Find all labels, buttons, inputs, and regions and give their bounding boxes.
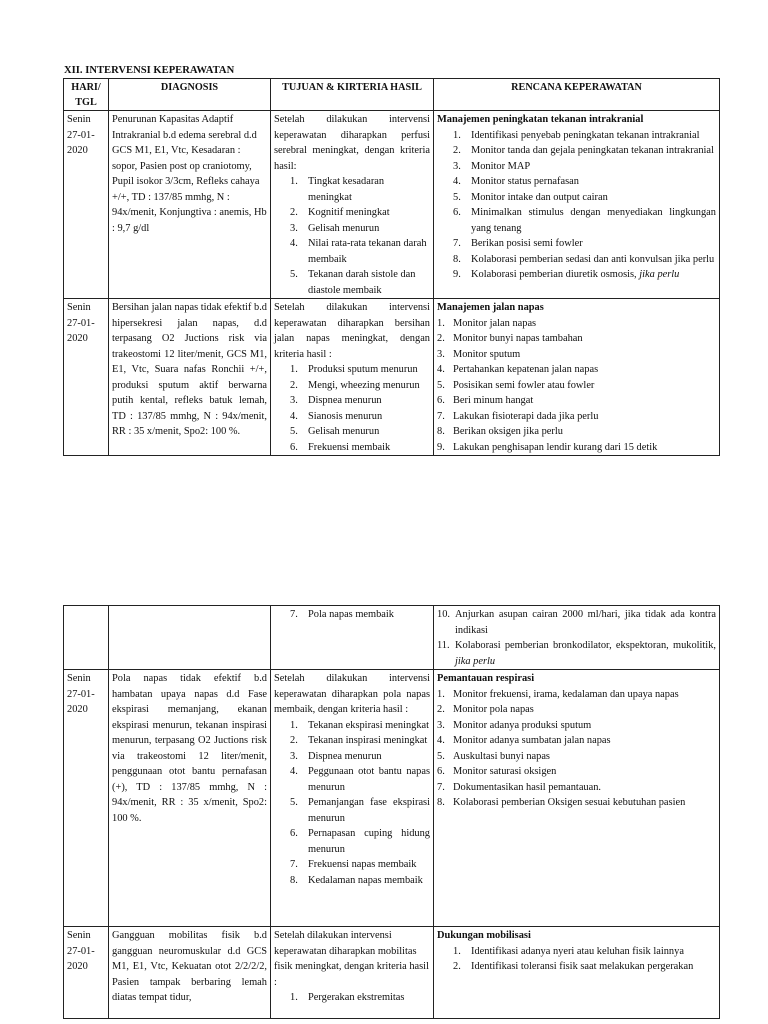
list-item: 8. Kolaborasi pemberian sedasi dan anti konvulsan jika perlu [453,253,715,265]
kriteria-list [274,990,430,1006]
list-item: 5. Pemanjangan fase ekspirasi menurun [290,797,430,824]
list-item: 7. Pola napas membaik [290,609,394,620]
list-item: 1. Pergerakan ekstremitas [290,992,405,1003]
list-item: 5. Monitor intake dan output cairan [453,191,608,203]
header-rencana: RENCANA KEPERAWATAN [434,79,720,111]
list-item: 1. Identifikasi adanya nyeri atau keluhan fisik lainnya [453,945,684,957]
list-item: 6. Frekuensi membaik [290,441,391,453]
kriteria-list [274,362,430,455]
row-diagnosis: Bersihan jalan napas tidak efektif b.d hipersekresi jalan napas, d.d terpasang O2 Juctions risk via trakeostomi 12 liter/menit, GCS M1, E1, Vtc, Suara nafas Ronchii +/+, produksi sputum aktif berwarna putih kental, refleks batuk lemah, TD : 137/85 mmhg, N : 94x/menit, RR : 35 x/menit, Spo2: 100 %. [109,299,271,456]
list-item: 9. Kolaborasi pemberian diuretik osmosis, jika perlu [453,269,680,280]
list-item: 1. Tekanan ekspirasi meningkat [290,719,430,731]
rencana-list [437,128,716,283]
list-item: 1. Identifikasi penyebab peningkatan tekanan intrakranial [453,129,700,141]
row-rencana [434,606,720,670]
row-diagnosis-empty [109,606,271,670]
kriteria-list [274,718,430,889]
row-tujuan [271,670,434,927]
table-row [64,606,720,670]
row-rencana [434,111,720,299]
list-item: 11. Kolaborasi pemberian bronkodilator, ekspektoran, mukolitik, jika perlu [437,640,716,667]
list-item: 6. Pernapasan cuping hidung menurun [290,828,430,855]
list-item: 4. Sianosis menurun [290,410,383,422]
list-item: 7. Frekuensi napas membaik [290,859,417,870]
table-row [64,111,720,299]
row-rencana [434,670,720,927]
list-item: 5. Auskultasi bunyi napas [437,750,550,762]
row-tujuan [271,299,434,456]
list-item: 3. Gelisah menurun [290,222,380,234]
row-date-empty [64,606,109,670]
header-hari-tgl: HARI/ TGL [64,79,109,111]
list-item: 4. Monitor adanya sumbatan jalan napas [437,735,611,746]
rencana-title: Manajemen peningkatan tekanan intrakranial [437,114,644,125]
header-diagnosis: DIAGNOSIS [109,79,271,111]
kriteria-list [274,174,430,298]
list-item: 3. Monitor adanya produksi sputum [437,719,592,731]
list-item: 1. Tingkat kesadaran meningkat [290,176,385,203]
row-tujuan [271,927,434,1019]
list-item: 4. Peggunaan otot bantu napas menurun [290,766,430,793]
list-item: 5. Posisikan semi fowler atau fowler [437,379,595,391]
list-item: 2. Identifikasi toleransi fisik saat melakukan pergerakan [453,961,694,972]
list-item: 3. Monitor MAP [453,160,531,172]
table-header-row [64,79,720,111]
section-title: XII. INTERVENSI KEPERAWATAN [64,65,235,76]
rencana-list [437,316,716,456]
tujuan-intro: Setelah dilakukan intervensi keperawatan diharapkan bersihan jalan napas meningkat, dengan kriteria hasil : [274,302,430,360]
kriteria-list [274,607,430,623]
list-item: 1. Monitor frekuensi, irama, kedalaman dan upaya napas [437,688,679,700]
list-item: 4. Nilai rata-rata tekanan darah membaik [290,238,427,265]
tujuan-intro: Setelah dilakukan intervensi keperawatan diharapkan perfusi serebral meningkat, dengan kriteria hasil: [274,114,430,172]
list-item: 2. Monitor pola napas [437,704,534,715]
row-date: Senin 27-01-2020 [64,111,109,299]
list-item: 2. Monitor bunyi napas tambahan [437,333,583,344]
intervention-table-continued [63,605,720,1019]
table-row [64,670,720,927]
list-item: 7. Lakukan fisioterapi dada jika perlu [437,410,599,422]
list-item: 3. Dispnea menurun [290,750,382,762]
row-date: Senin 27-01-2020 [64,927,109,1019]
list-item: 7. Berikan posisi semi fowler [453,238,583,249]
rencana-list [437,944,716,975]
list-item: 2. Mengi, wheezing menurun [290,379,420,391]
row-diagnosis: Gangguan mobilitas fisik b.d gangguan neuromuskular d.d GCS M1, E1, Vtc, Kekuatan otot 2/2/2/2, Pasien tampak berbaring lemah diatas tempat tidur, [109,927,271,1019]
list-item: 4. Monitor status pernafasan [453,176,579,187]
list-item: 6. Beri minum hangat [437,395,534,406]
rencana-list [437,687,716,811]
list-item: 1. Monitor jalan napas [437,317,537,329]
intervention-table [63,78,720,456]
list-item: 6. Minimalkan stimulus dengan menyediakan lingkungan yang tenang [453,207,716,234]
row-date: Senin 27-01-2020 [64,299,109,456]
row-diagnosis: Penurunan Kapasitas Adaptif Intrakranial b.d edema serebral d.d GCS M1, E1, Vtc, Kesadaran : sopor, Pasien post op craniotomy, Pupil isokor 3/3cm, Refleks cahaya +/+, TD : 137/85 mmhg, N : 94x/menit, Konjungtiva : anemis, Hb : 9,7 g/dl [109,111,271,299]
header-tujuan: TUJUAN & KIRTERIA HASIL [271,79,434,111]
list-item: 7. Dokumentasikan hasil pemantauan. [437,781,602,793]
list-item: 8. Kedalaman napas membaik [290,874,423,886]
list-item: 2. Monitor tanda dan gejala peningkatan tekanan intrakranial [453,145,714,156]
table-row [64,299,720,456]
tujuan-intro: Setelah dilakukan intervensi keperawatan diharapkan mobilitas fisik meningkat, dengan kriteria hasil : [274,930,429,988]
list-item: 1. Produksi sputum menurun [290,364,418,375]
row-diagnosis: Pola napas tidak efektif b.d hambatan upaya napas d.d Fase ekspirasi memanjang, ekanan ekspirasi menurun, tekanan inspirasi menurun, terpasang O2 Juctions risk via trakeostomi 12 liter/menit, penggunaan otot bantu pernafasan (+), TD : 137/85 mmhg, N : 94x/menit, RR : 35 x/menit, Spo2: 100 %. [109,670,271,927]
list-item: 6. Monitor saturasi oksigen [437,766,557,777]
list-item: 4. Pertahankan kepatenan jalan napas [437,364,599,375]
list-item: 8. Berikan oksigen jika perlu [437,426,563,437]
list-item: 3. Dispnea menurun [290,395,382,406]
row-tujuan [271,111,434,299]
rencana-title: Manajemen jalan napas [437,302,544,313]
rencana-title: Dukungan mobilisasi [437,930,531,941]
list-item: 5. Tekanan darah sistole dan diastole membaik [290,269,416,296]
row-rencana [434,299,720,456]
list-item: 5. Gelisah menurun [290,426,380,437]
list-item: 2. Kognitif meningkat [290,207,390,218]
rencana-list [437,607,716,669]
list-item: 3. Monitor sputum [437,348,521,360]
tujuan-intro: Setelah dilakukan intervensi keperawatan diharapkan pola napas membaik, dengan kriteria hasil : [274,673,430,715]
row-tujuan [271,606,434,670]
list-item: 8. Kolaborasi pemberian Oksigen sesuai kebutuhan pasien [437,797,686,808]
row-rencana [434,927,720,1019]
list-item: 2. Tekanan inspirasi meningkat [290,735,428,746]
rencana-title: Pemantauan respirasi [437,673,535,684]
list-item: 9. Lakukan penghisapan lendir kurang dari 15 detik [437,441,658,453]
list-item: 10. Anjurkan asupan cairan 2000 ml/hari, jika tidak ada kontra indikasi [437,609,716,636]
row-date: Senin 27-01-2020 [64,670,109,927]
table-row [64,927,720,1019]
